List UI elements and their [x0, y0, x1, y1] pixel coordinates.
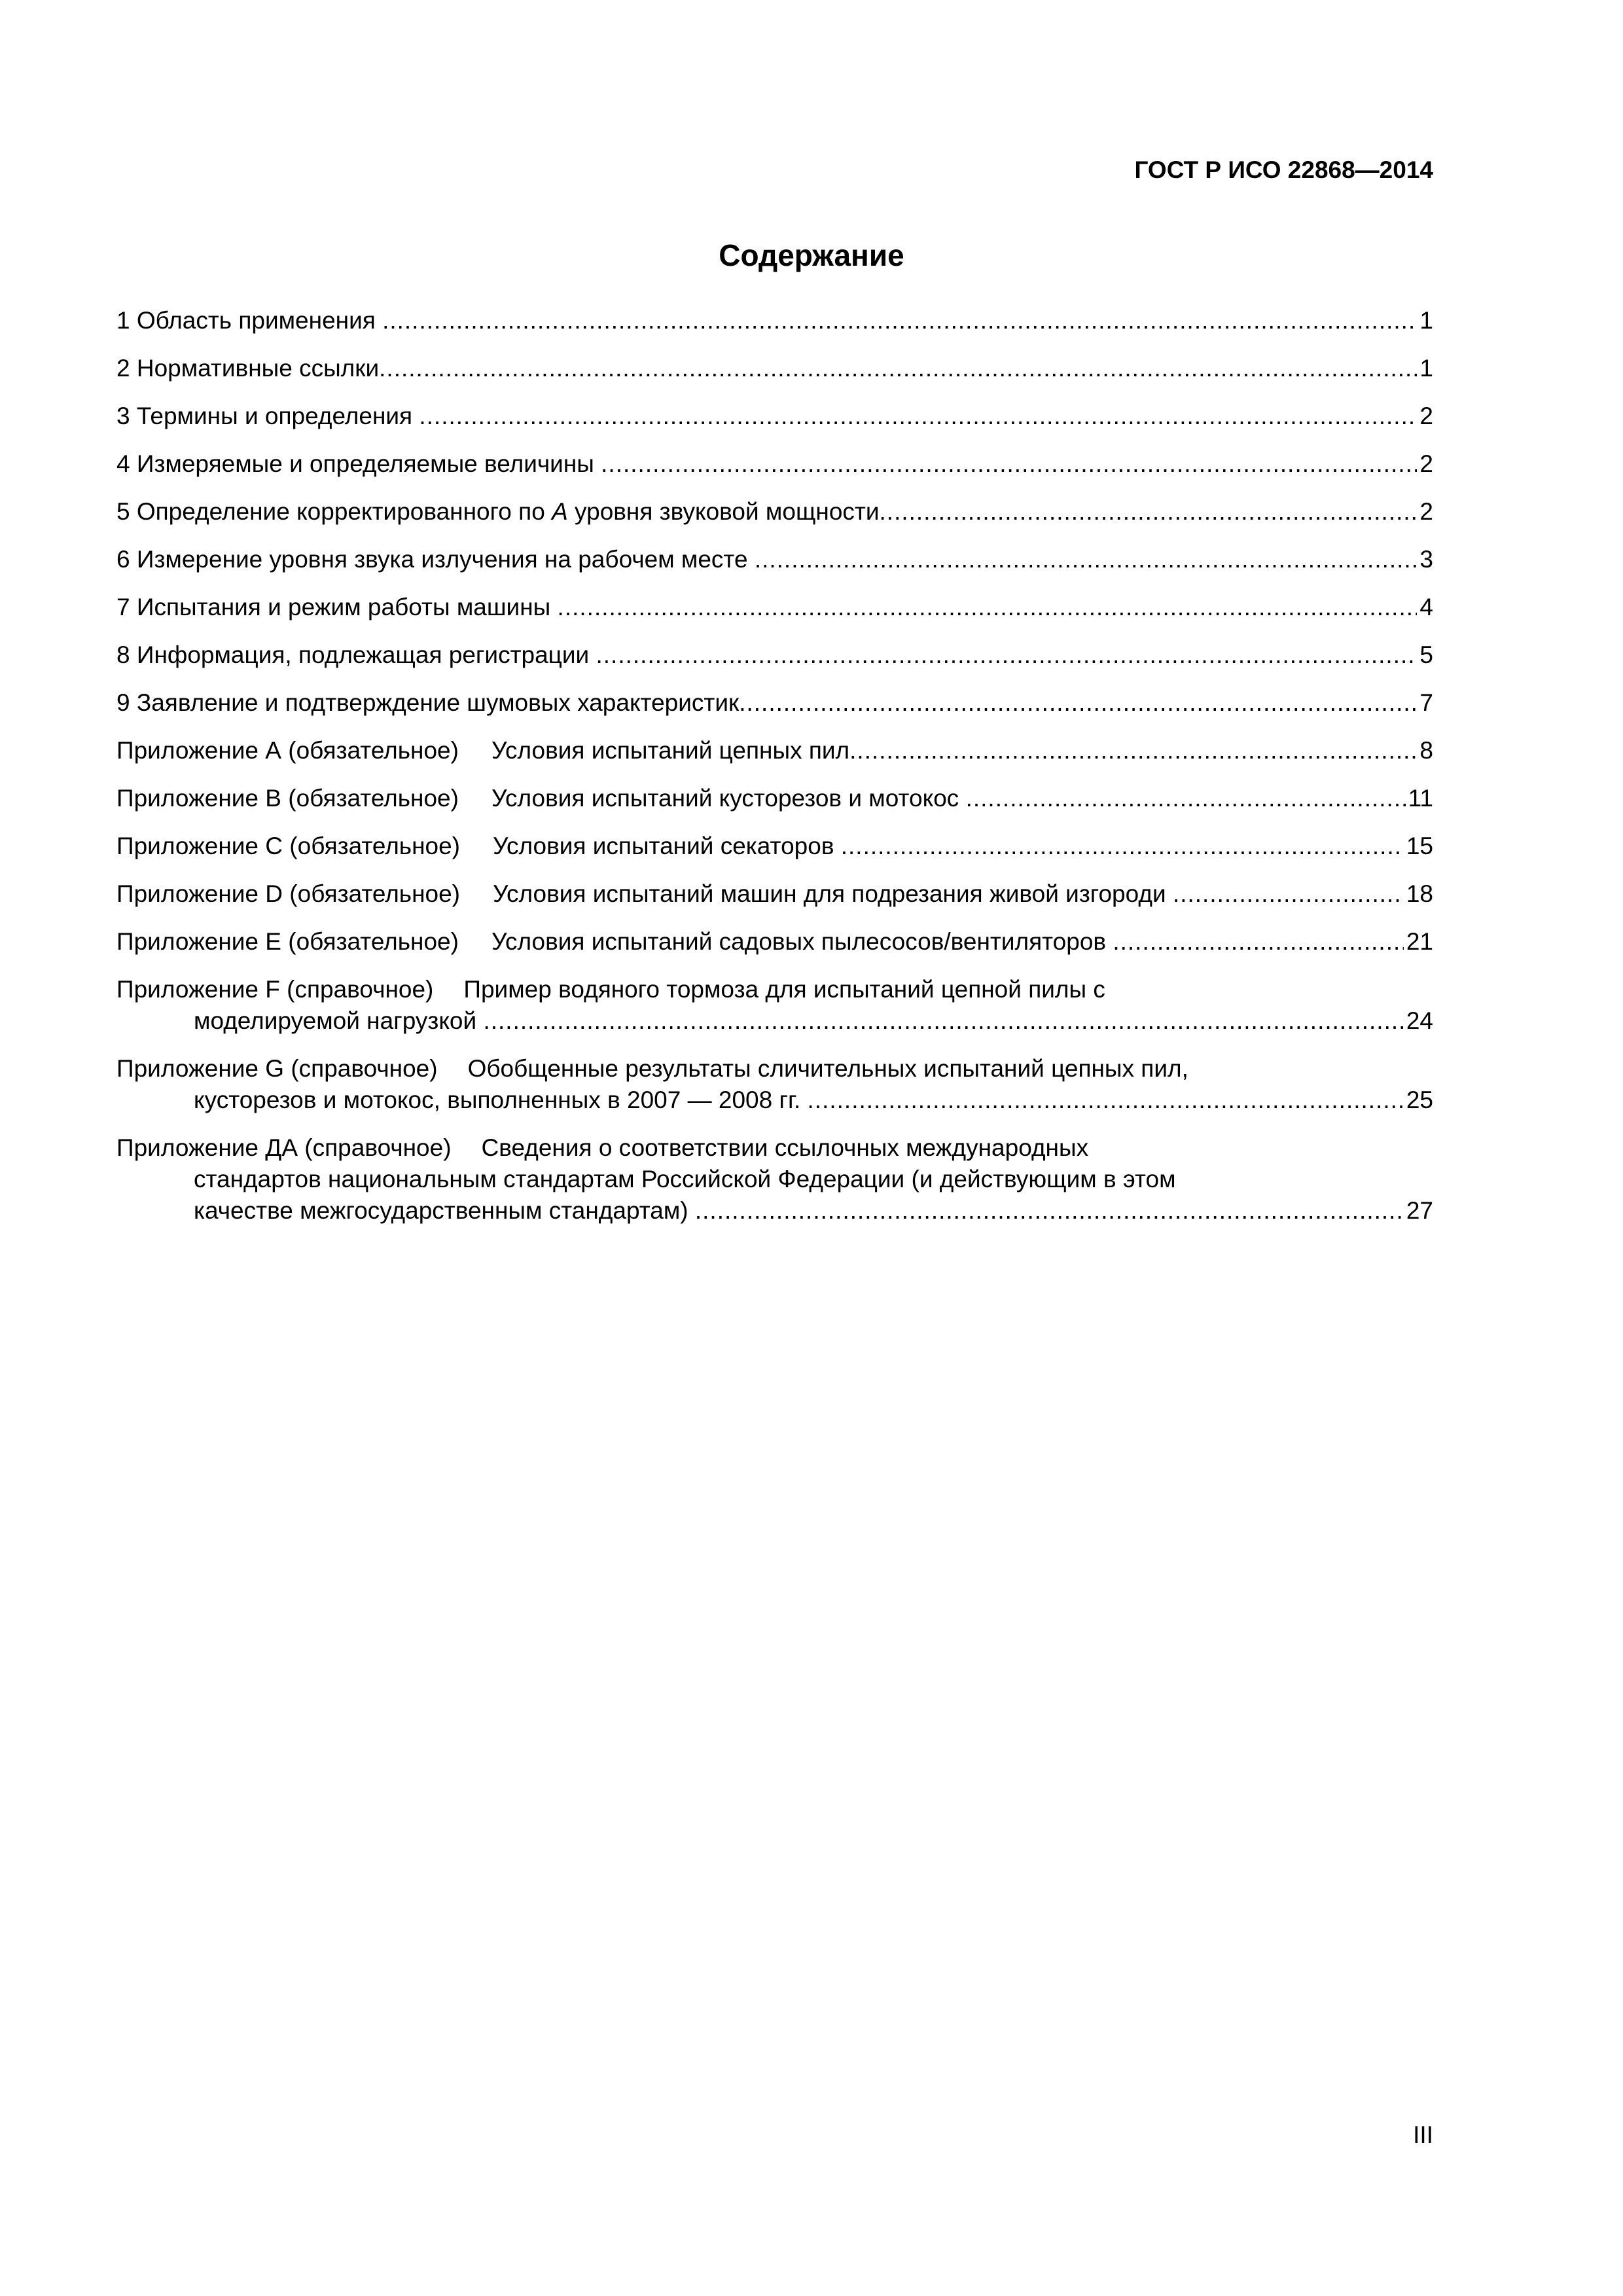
toc-entry-annex-e[interactable]: [116, 926, 1433, 958]
annex-title-continuation: кусторезов и мотокос, выполненных в 2007 — 2008 гг.: [194, 1086, 808, 1113]
toc-entry-page: 2: [1419, 403, 1433, 429]
toc-entry-title-end: уровня звуковой мощности: [567, 498, 880, 525]
toc-entry-annex-d[interactable]: [116, 878, 1433, 910]
toc-entry-annex-f[interactable]: [116, 974, 1433, 1037]
dot-leader: [841, 831, 1404, 862]
annex-title: Условия испытаний секаторов: [493, 833, 841, 859]
annex-label: Приложение G (справочное): [116, 1055, 438, 1082]
toc-entry-title: 3 Термины и определения: [116, 403, 419, 429]
dot-leader: [596, 639, 1417, 671]
annex-label: Приложение D (обязательное): [116, 880, 460, 907]
toc-entry-title: 2 Нормативные ссылки: [116, 355, 380, 382]
page-number: III: [1413, 2121, 1433, 2148]
dot-leader: [601, 448, 1417, 480]
annex-title-continuation: качестве межгосударственным стандартам): [194, 1197, 695, 1224]
toc-entry-title: 6 Измерение уровня звука излучения на рабочем месте: [116, 546, 755, 573]
toc-entry-annex-b[interactable]: [116, 783, 1433, 814]
document-code: ГОСТ Р ИСО 22868—2014: [1134, 156, 1433, 183]
dot-leader: [558, 592, 1418, 623]
toc-entry-annex-a[interactable]: [116, 735, 1433, 766]
dot-leader: [755, 544, 1418, 575]
toc-entry[interactable]: [116, 448, 1433, 480]
toc-entry[interactable]: [116, 401, 1433, 432]
toc-entry[interactable]: [116, 592, 1433, 623]
dot-leader: [419, 401, 1417, 432]
toc-entry-page: 25: [1406, 1086, 1433, 1113]
toc-entry-page: 18: [1406, 880, 1433, 907]
dot-leader: [1173, 878, 1404, 910]
toc-entry-page: 2: [1419, 450, 1433, 477]
toc-entry-title: 1 Область применения: [116, 307, 383, 334]
toc-entry-page: 27: [1406, 1197, 1433, 1224]
toc-entry-page: 11: [1408, 785, 1433, 812]
toc-entry-annex-g[interactable]: [116, 1053, 1433, 1116]
annex-title: Условия испытаний цепных пил: [491, 737, 850, 764]
dot-leader: [382, 305, 1417, 336]
annex-title-continuation: моделируемой нагрузкой: [194, 1007, 484, 1034]
toc-entry-title: 7 Испытания и режим работы машины: [116, 594, 558, 620]
toc-entry-page: 5: [1419, 641, 1433, 668]
annex-title: Обобщенные результаты сличительных испытаний цепных пил,: [467, 1055, 1188, 1082]
annex-title: Сведения о соответствии ссылочных международных: [481, 1134, 1089, 1161]
annex-label: Приложение А (обязательное): [116, 737, 459, 764]
toc-entry-page: 21: [1406, 928, 1433, 955]
toc-entry[interactable]: [116, 639, 1433, 671]
toc-entry-page: 8: [1419, 737, 1433, 764]
toc-entry[interactable]: [116, 353, 1433, 384]
toc-entry-title: [116, 496, 880, 528]
annex-title: Условия испытаний садовых пылесосов/вентиляторов: [491, 928, 1113, 955]
toc-entry-title: 9 Заявление и подтверждение шумовых характеристик: [116, 689, 740, 716]
toc-entry[interactable]: [116, 305, 1433, 336]
toc-entry-page: 24: [1406, 1007, 1433, 1034]
toc-entry-title-italic: А: [552, 498, 568, 525]
dot-leader: [739, 687, 1417, 719]
toc-entry-page: 1: [1419, 355, 1433, 382]
dot-leader: [695, 1195, 1404, 1227]
toc-entry-title: 8 Информация, подлежащая регистрации: [116, 641, 596, 668]
annex-title-continuation: стандартов национальным стандартам Российской Федерации (и действующим в этом: [194, 1166, 1176, 1193]
toc-entry-title-start: 5 Определение корректированного по: [116, 498, 552, 525]
annex-label: Приложение F (справочное): [116, 976, 434, 1003]
toc-entry-page: 7: [1419, 689, 1433, 716]
dot-leader: [966, 783, 1406, 814]
toc-entry[interactable]: [116, 496, 1433, 528]
annex-title: Условия испытаний кусторезов и мотокос: [491, 785, 966, 812]
annex-label: Приложение Е (обязательное): [116, 928, 459, 955]
toc-entry-page: 15: [1406, 833, 1433, 859]
dot-leader: [483, 1005, 1403, 1037]
toc-entry[interactable]: [116, 544, 1433, 575]
toc-entry-page: 3: [1419, 546, 1433, 573]
dot-leader: [849, 735, 1417, 766]
toc-entry-annex-da[interactable]: [116, 1132, 1433, 1227]
dot-leader: [880, 496, 1418, 528]
annex-label: Приложение ДА (справочное): [116, 1134, 452, 1161]
annex-label: Приложение В (обязательное): [116, 785, 459, 812]
dot-leader: [808, 1085, 1404, 1116]
dot-leader: [1113, 926, 1404, 958]
toc-entry[interactable]: [116, 687, 1433, 719]
toc-title: Содержание: [719, 238, 904, 272]
dot-leader: [379, 353, 1417, 384]
toc-entry-annex-c[interactable]: [116, 831, 1433, 862]
toc-entry-page: 2: [1419, 498, 1433, 525]
annex-title: Условия испытаний машин для подрезания живой изгороди: [493, 880, 1173, 907]
annex-title: Пример водяного тормоза для испытаний цепной пилы с: [463, 976, 1105, 1003]
toc-entry-title: 4 Измеряемые и определяемые величины: [116, 450, 601, 477]
toc-entry-page: 1: [1419, 307, 1433, 334]
annex-label: Приложение С (обязательное): [116, 833, 460, 859]
toc-entry-page: 4: [1419, 594, 1433, 620]
